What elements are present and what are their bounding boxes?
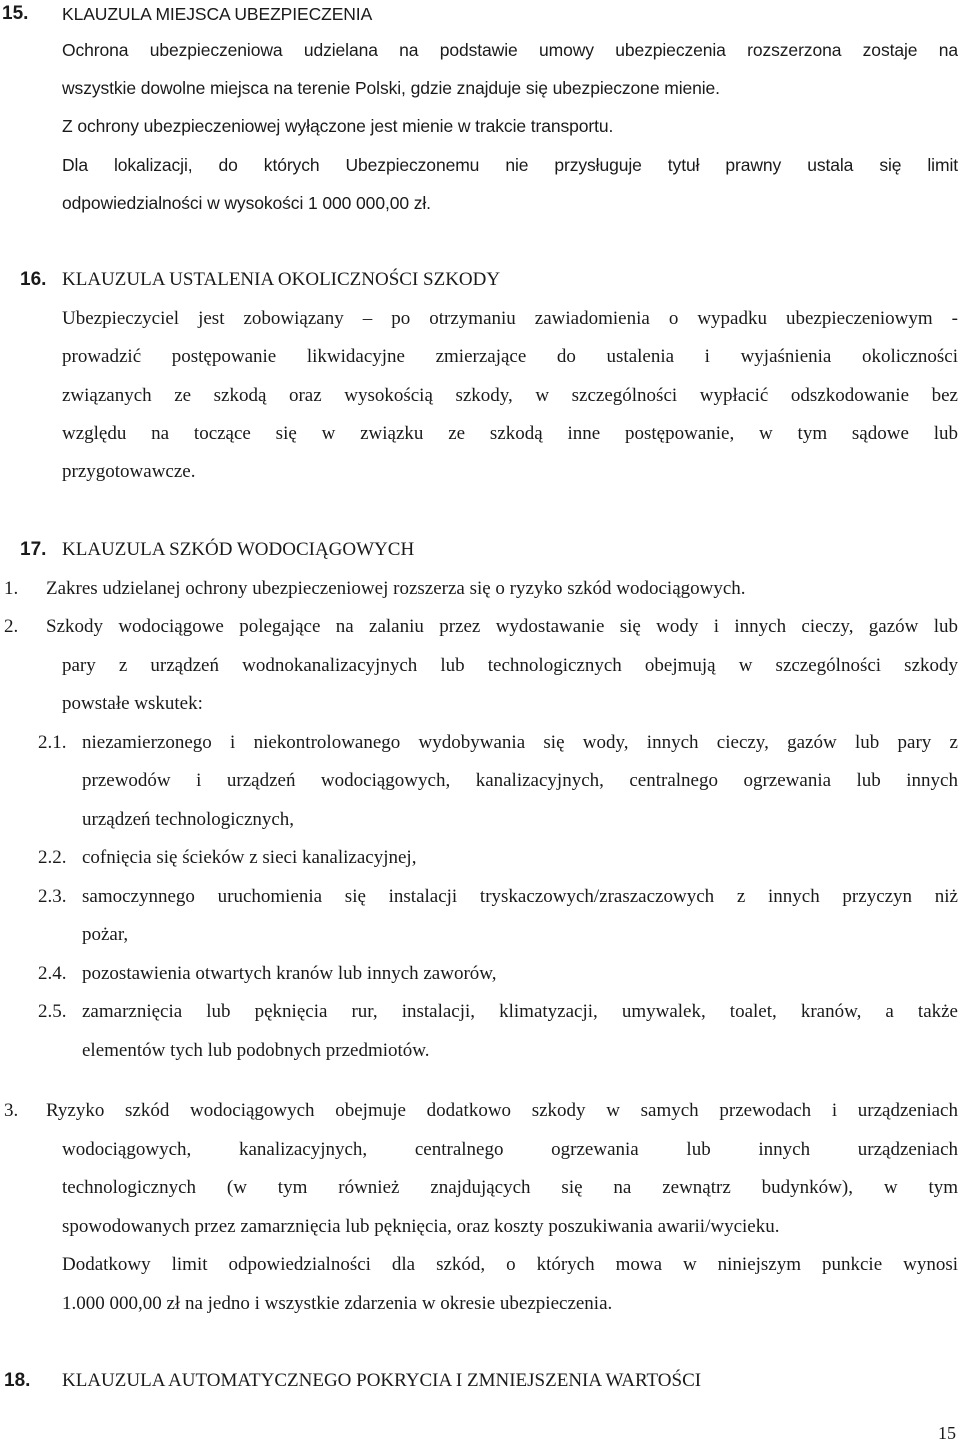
section-17-title: KLAUZULA SZKÓD WODOCIĄGOWYCH (62, 539, 415, 560)
section-17-item-3-line-4: spowodowanych przez zamarznięcia lub pęknięcia, oraz koszty poszukiwania awarii/wycieku. (62, 1216, 780, 1237)
section-15-number: 15. (2, 3, 29, 24)
section-18-title: KLAUZULA AUTOMATYCZNEGO POKRYCIA I ZMNIEJSZENIA WARTOŚCI (62, 1370, 702, 1391)
section-17-item-3-line-6: 1.000 000,00 zł na jedno i wszystkie zdarzenia w okresie ubezpieczenia. (62, 1293, 613, 1314)
sub-item-2-4-line-1: pozostawienia otwartych kranów lub innych zaworów, (82, 963, 497, 984)
section-17-item-2-line-3: powstałe wskutek: (62, 693, 203, 714)
section-15-line-1: Ochrona ubezpieczeniowa udzielana na podstawie umowy ubezpieczenia rozszerzona zostaje na (62, 40, 958, 60)
sub-item-2-2-number: 2.2. (38, 847, 67, 868)
page-number: 15 (938, 1423, 956, 1443)
sub-item-2-1-line-1: niezamierzonego i niekontrolowanego wydobywania się wody, innych cieczy, gazów lub pary z (82, 732, 958, 753)
sub-item-2-3-line-2: pożar, (82, 924, 129, 945)
section-16-line-5: przygotowawcze. (62, 461, 196, 482)
sub-item-2-5-line-1: zamarznięcia lub pęknięcia rur, instalacji, klimatyzacji, umywalek, toalet, kranów, a także (82, 1001, 958, 1022)
section-15-line-5: odpowiedzialności w wysokości 1 000 000,00 zł. (62, 193, 431, 213)
section-15-title: KLAUZULA MIEJSCA UBEZPIECZENIA (62, 4, 373, 24)
section-17-item-1-number: 1. (4, 578, 19, 599)
section-16-title: KLAUZULA USTALENIA OKOLICZNOŚCI SZKODY (62, 269, 501, 290)
section-17-item-2-number: 2. (4, 616, 19, 637)
section-17-item-3-line-3: technologicznych (w tym również znajdujących się na zewnątrz budynków), w tym (62, 1177, 958, 1198)
section-16-line-4: względu na toczące się w związku ze szkodą inne postępowanie, w tym sądowe lub (62, 423, 958, 444)
sub-item-2-3-line-1: samoczynnego uruchomienia się instalacji tryskaczowych/zraszaczowych z innych przyczyn niż (82, 886, 958, 907)
section-17-item-3-line-1: Ryzyko szkód wodociągowych obejmuje dodatkowo szkody w samych przewodach i urządzeniach (46, 1100, 958, 1121)
sub-item-2-5-line-2: elementów tych lub podobnych przedmiotów. (82, 1040, 430, 1061)
sub-item-2-1-line-3: urządzeń technologicznych, (82, 809, 295, 830)
section-17-item-3-number: 3. (4, 1100, 19, 1121)
section-15-line-3: Z ochrony ubezpieczeniowej wyłączone jest mienie w trakcie transportu. (62, 116, 614, 136)
section-17-item-3-line-2: wodociągowych, kanalizacyjnych, centralnego ogrzewania lub innych urządzeniach (62, 1139, 958, 1160)
sub-item-2-2-line-1: cofnięcia się ścieków z sieci kanalizacyjnej, (82, 847, 417, 868)
sub-item-2-1-line-2: przewodów i urządzeń wodociągowych, kanalizacyjnych, centralnego ogrzewania lub innych (82, 770, 958, 791)
section-15-line-4: Dla lokalizacji, do których Ubezpieczonemu nie przysługuje tytuł prawny ustala się limit (62, 155, 958, 175)
section-17-item-2-line-1: Szkody wodociągowe polegające na zalaniu przez wydostawanie się wody i innych cieczy, gazów lub (46, 616, 958, 637)
sub-item-2-1-number: 2.1. (38, 732, 67, 753)
section-16-line-2: prowadzić postępowanie likwidacyjne zmierzające do ustalenia i wyjaśnienia okoliczności (62, 346, 958, 367)
section-15-line-2: wszystkie dowolne miejsca na terenie Polski, gdzie znajduje się ubezpieczone mienie. (62, 78, 720, 98)
section-17-item-1-line-1: Zakres udzielanej ochrony ubezpieczeniowej rozszerza się o ryzyko szkód wodociągowych. (46, 578, 746, 599)
section-17-number: 17. (20, 539, 47, 560)
section-16-line-1: Ubezpieczyciel jest zobowiązany – po otrzymaniu zawiadomienia o wypadku ubezpieczeniowym - (62, 308, 958, 329)
sub-item-2-4-number: 2.4. (38, 963, 67, 984)
section-18-number: 18. (4, 1370, 31, 1391)
section-17-item-2-line-2: pary z urządzeń wodnokanalizacyjnych lub technologicznych obejmują w szczególności szkody (62, 655, 958, 676)
section-17-item-3-line-5: Dodatkowy limit odpowiedzialności dla szkód, o których mowa w niniejszym punkcie wynosi (62, 1254, 958, 1275)
sub-item-2-3-number: 2.3. (38, 886, 67, 907)
sub-item-2-5-number: 2.5. (38, 1001, 67, 1022)
section-16-line-3: związanych ze szkodą oraz wysokością szkody, w szczególności wypłacić odszkodowanie bez (62, 385, 958, 406)
section-16-number: 16. (20, 269, 47, 290)
